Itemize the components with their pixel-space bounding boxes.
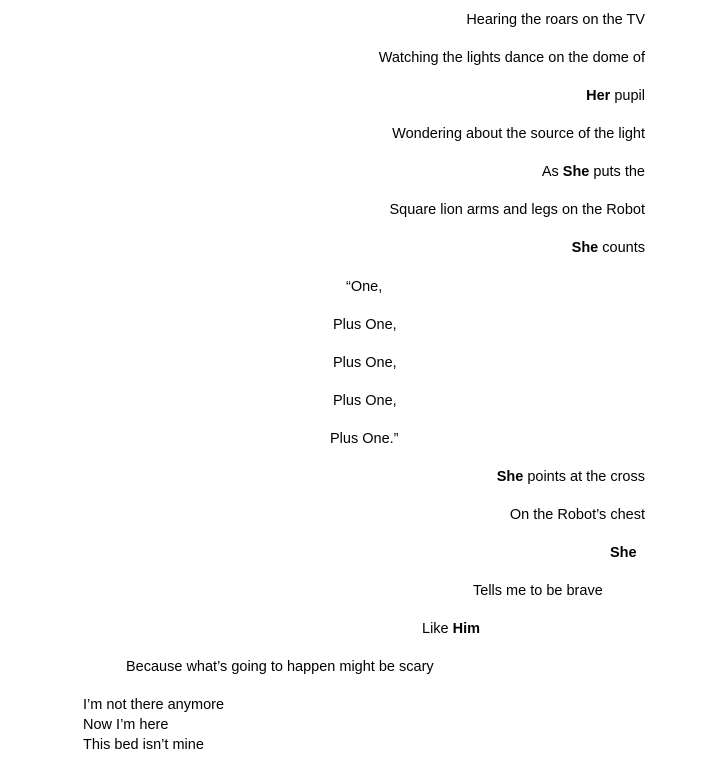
emphasis-she: She bbox=[571, 240, 599, 256]
poem-line-21: This bed isn’t mine bbox=[83, 737, 204, 753]
poem-line-13: She points at the cross bbox=[496, 469, 645, 485]
poem-line-20: Now I’m here bbox=[83, 717, 169, 733]
poem-line-5: As She puts the bbox=[541, 164, 645, 180]
emphasis-her: Her bbox=[586, 88, 611, 104]
poem-line-1: Hearing the roars on the TV bbox=[466, 12, 645, 28]
emphasis-him: Him bbox=[452, 621, 481, 637]
poem-line-6: Square lion arms and legs on the Robot bbox=[389, 202, 645, 218]
emphasis-she: She bbox=[562, 164, 590, 180]
poem-line-19: I’m not there anymore bbox=[83, 697, 225, 713]
poem-line-7: She counts bbox=[571, 240, 645, 256]
poem-line-10: Plus One, bbox=[333, 355, 397, 371]
poem-line-15 bbox=[610, 543, 637, 563]
poem-line-2: Watching the lights dance on the dome of bbox=[378, 50, 645, 66]
poem-line-12: Plus One.” bbox=[330, 431, 399, 447]
poem-line-16: Tells me to be brave bbox=[473, 583, 603, 599]
emphasis-she: She bbox=[496, 469, 524, 485]
poem-line-9: Plus One, bbox=[333, 317, 397, 333]
poem-line-4: Wondering about the source of the light bbox=[392, 126, 645, 142]
poem-line-17: Like Him bbox=[422, 621, 481, 637]
poem-line-11: Plus One, bbox=[333, 393, 397, 409]
poem-line-3: Her pupil bbox=[586, 88, 645, 104]
poem-line-18: Because what’s going to happen might be scary bbox=[126, 659, 434, 675]
poem-line-8: “One, bbox=[346, 279, 383, 295]
poem-line-14: On the Robot’s chest bbox=[509, 507, 645, 523]
emphasis-she: She bbox=[610, 545, 637, 561]
